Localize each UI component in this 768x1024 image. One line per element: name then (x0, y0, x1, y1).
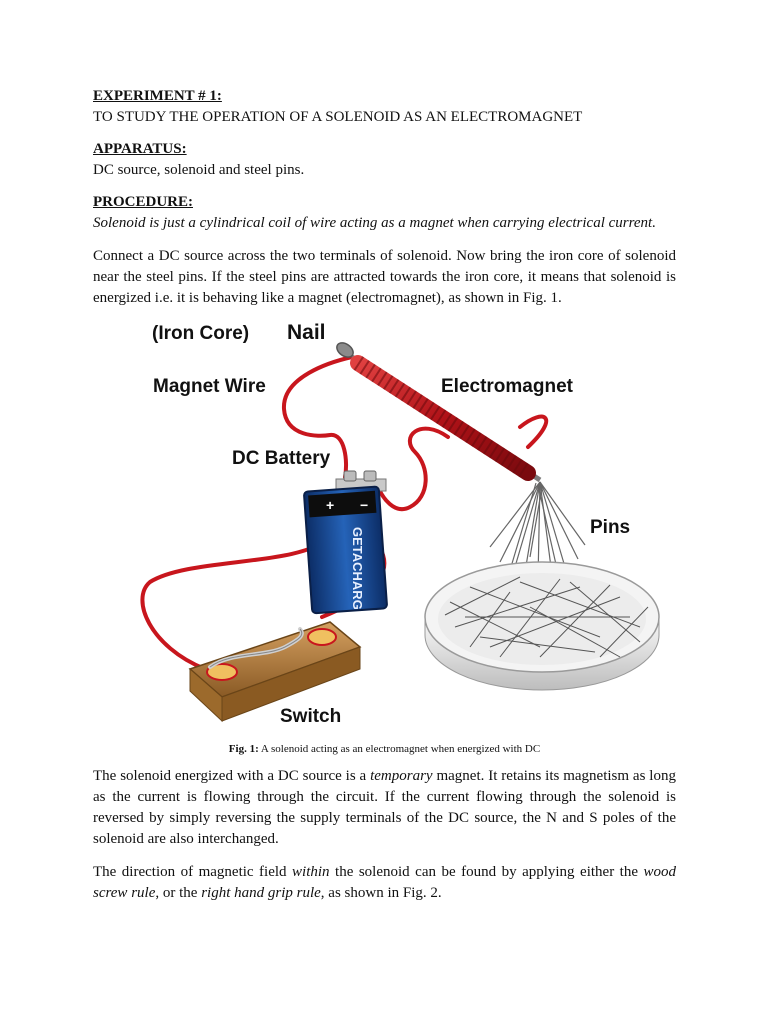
battery-plus: + (326, 497, 335, 513)
dc-battery (304, 471, 387, 613)
p2-text-b: magnet. It retains its magnetism as long as the current is flowing through the circuit. If the current flowing through the solenoid is reversed by simply reversing the supply terminals of the DC source, the N and S poles of the solenoid are also interchanged. (93, 768, 676, 847)
apparatus-text: DC source, solenoid and steel pins. (93, 162, 305, 178)
p3-text-c: , or the (155, 885, 202, 901)
pin-dish (425, 562, 659, 690)
temporary-magnet-paragraph (93, 766, 676, 850)
battery-brand: GETACHARG (350, 527, 365, 610)
solenoid-definition (93, 213, 676, 234)
p3-emphasis-within: within (292, 864, 330, 880)
procedure-paragraph: Connect a DC source across the two terminals of solenoid. Now bring the iron core of solenoid near the steel pins. If the steel pins are attracted towards the iron core, it means that solenoid is energized i.e. it is behaving like a magnet (electromagnet), as shown in Fig. 1. (93, 248, 676, 306)
p2-emphasis-temporary: temporary (370, 768, 433, 784)
p2-text-a: The solenoid energized with a DC source is a (93, 768, 371, 784)
solenoid-definition-text: Solenoid is just a cylindrical coil of wire acting as a magnet when carrying electrical current. (93, 215, 656, 231)
label-dc-battery: DC Battery (232, 448, 331, 469)
experiment-title: TO STUDY THE OPERATION OF A SOLENOID AS AN ELECTROMAGNET (93, 109, 583, 125)
p3-emphasis-wood-screw: wood screw rule (93, 864, 677, 901)
label-pins: Pins (590, 517, 631, 538)
electromagnet-illustration (0, 317, 768, 742)
label-electromagnet: Electromagnet (441, 376, 573, 397)
figure-electromagnet (93, 317, 676, 742)
experiment-number-heading: EXPERIMENT # 1: (93, 88, 222, 104)
document-page (93, 86, 676, 904)
apparatus-heading: APPARATUS: (93, 141, 187, 157)
battery-minus: − (360, 497, 369, 513)
label-magnet-wire: Magnet Wire (153, 376, 266, 397)
label-switch: Switch (280, 706, 342, 727)
caption-text: A solenoid acting as an electromagnet when energized with DC (258, 743, 541, 755)
label-iron-core: (Iron Core) (152, 323, 250, 344)
label-nail: Nail (287, 321, 326, 344)
p3-text-a: The direction of magnetic field (93, 864, 293, 880)
caption-label: Fig. 1: (228, 743, 259, 755)
p3-text-b: the solenoid can be found by applying either the (329, 864, 644, 880)
procedure-heading: PROCEDURE: (93, 194, 193, 210)
figure-caption (93, 742, 676, 756)
field-direction-paragraph (93, 862, 676, 904)
p3-emphasis-grip-rule: right hand grip rule (201, 885, 321, 901)
p3-text-d: , as shown in Fig. 2. (320, 885, 442, 901)
